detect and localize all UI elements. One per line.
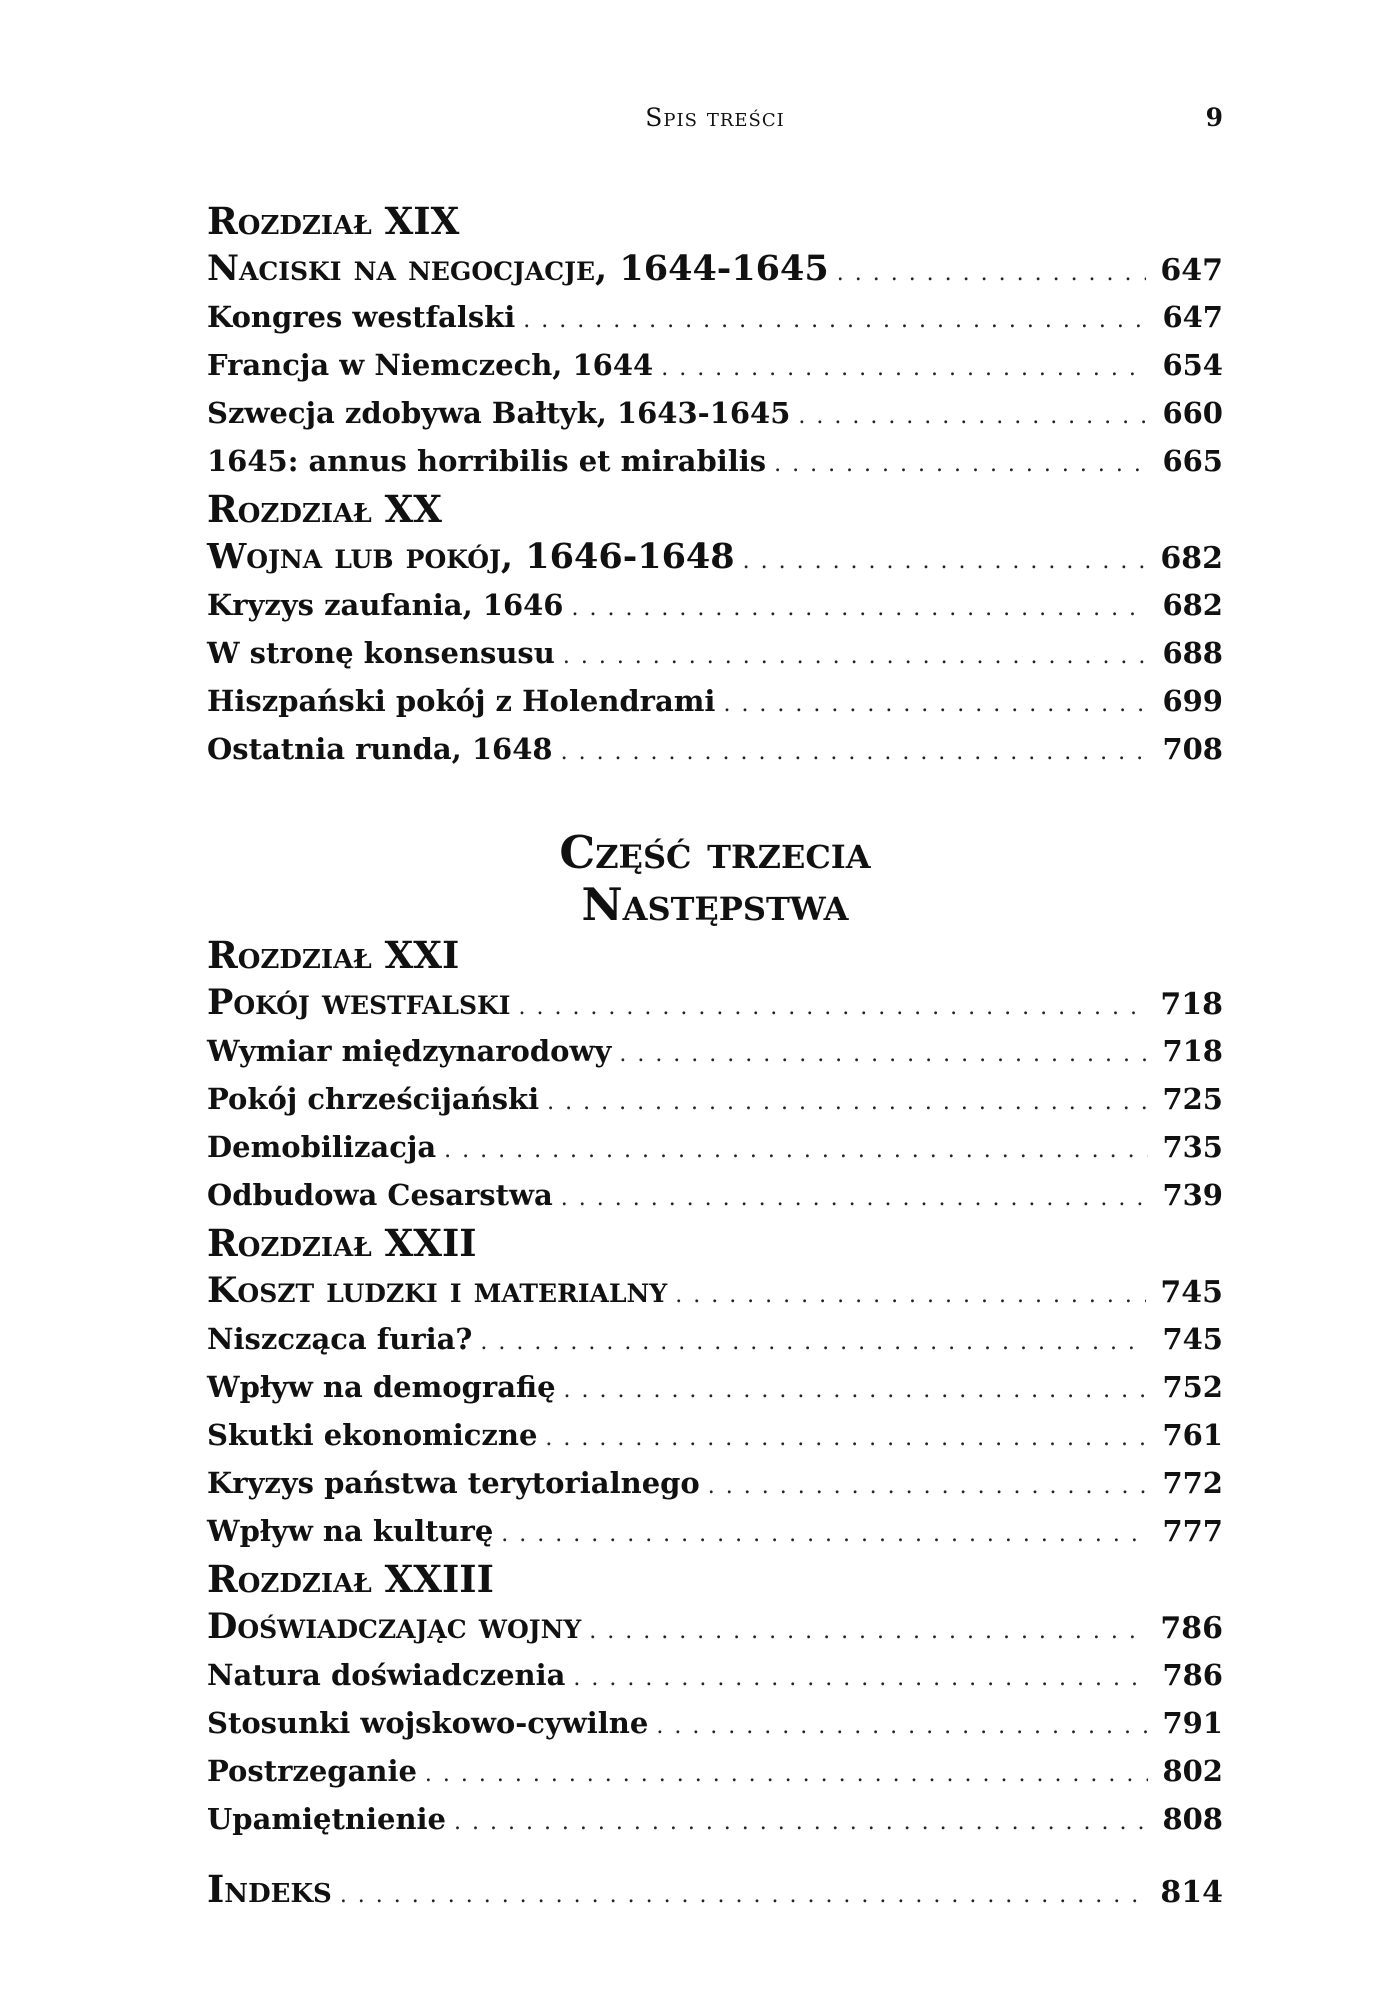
- toc-entry: [207, 389, 1223, 437]
- index-page: 814: [1160, 1875, 1223, 1910]
- entry-page: 665: [1162, 444, 1223, 478]
- spacer: [207, 773, 1223, 827]
- entry-title: Stosunki wojskowo-cywilne: [207, 1706, 649, 1740]
- entry-page: 735: [1162, 1130, 1223, 1164]
- dot-leader: [454, 1799, 1148, 1847]
- chapter-page: 682: [1160, 541, 1223, 576]
- entry-page: 708: [1162, 732, 1223, 766]
- chapter-title: Naciski na negocjacje, 1644-1645: [207, 248, 829, 289]
- entry-title: Pokój chrześcijański: [207, 1082, 540, 1116]
- running-title: Spis treści: [645, 103, 785, 132]
- toc-entry: [207, 1363, 1223, 1411]
- chapter-title-row: [207, 533, 1223, 581]
- dot-leader: [545, 1415, 1148, 1463]
- entry-title: Wpływ na kulturę: [207, 1514, 494, 1548]
- entry-title: Niszcząca furia?: [207, 1322, 473, 1356]
- entry-page: 802: [1162, 1754, 1223, 1788]
- entry-title: Odbudowa Cesarstwa: [207, 1178, 553, 1212]
- chapter-block: [207, 1219, 1223, 1555]
- table-of-contents: [207, 197, 1223, 1915]
- dot-leader: [675, 1272, 1146, 1320]
- dot-leader: [444, 1127, 1148, 1175]
- toc-entry: [207, 1123, 1223, 1171]
- entry-page: 688: [1162, 636, 1223, 670]
- entry-page: 791: [1162, 1706, 1223, 1740]
- dot-leader: [563, 633, 1149, 681]
- chapter-title-row: [207, 1603, 1223, 1651]
- entry-title: Wpływ na demografię: [207, 1370, 556, 1404]
- chapter-block: [207, 485, 1223, 773]
- dot-leader: [561, 729, 1149, 777]
- entry-title: Francja w Niemczech, 1644: [207, 348, 654, 382]
- toc-entry: [207, 1075, 1223, 1123]
- chapter-block: [207, 931, 1223, 1219]
- chapter-title: Doświadczając wojny: [207, 1606, 582, 1647]
- entry-page: 682: [1162, 588, 1223, 622]
- chapter-page: 718: [1160, 987, 1223, 1022]
- chapter-title: Pokój westfalski: [207, 982, 511, 1023]
- entry-page: 808: [1162, 1802, 1223, 1836]
- entry-page: 739: [1162, 1178, 1223, 1212]
- toc-entry: [207, 1171, 1223, 1219]
- chapter-label: Rozdział XXI: [207, 933, 460, 977]
- chapter-title-row: [207, 979, 1223, 1027]
- dot-leader: [723, 681, 1148, 729]
- chapter-title: Koszt ludzki i materialny: [207, 1270, 668, 1311]
- entry-title: Natura doświadczenia: [207, 1658, 566, 1692]
- chapter-page: 745: [1160, 1275, 1223, 1310]
- entry-page: 699: [1162, 684, 1223, 718]
- entry-page: 718: [1162, 1034, 1223, 1068]
- dot-leader: [837, 250, 1147, 298]
- entry-page: 745: [1162, 1322, 1223, 1356]
- dot-leader: [480, 1319, 1148, 1367]
- dot-leader: [425, 1751, 1149, 1799]
- entry-page: 772: [1162, 1466, 1223, 1500]
- toc-entry: [207, 1651, 1223, 1699]
- page-number: 9: [1205, 103, 1223, 132]
- toc-entry: [207, 1699, 1223, 1747]
- part-title: Część trzecia: [559, 826, 871, 879]
- dot-leader: [798, 393, 1148, 441]
- toc-entry: [207, 1027, 1223, 1075]
- dot-leader: [564, 1367, 1149, 1415]
- dot-leader: [774, 441, 1148, 489]
- dot-leader: [547, 1079, 1148, 1127]
- entry-title: Skutki ekonomiczne: [207, 1418, 538, 1452]
- entry-page: 660: [1162, 396, 1223, 430]
- dot-leader: [340, 1870, 1147, 1922]
- entry-title: Wymiar międzynarodowy: [207, 1034, 612, 1068]
- chapter-page: 786: [1160, 1611, 1223, 1646]
- chapter-title: Wojna lub pokój, 1646-1648: [207, 536, 735, 577]
- toc-entry: [207, 293, 1223, 341]
- part-subtitle: Następstwa: [581, 878, 849, 931]
- dot-leader: [571, 585, 1148, 633]
- entry-title: Kongres westfalski: [207, 300, 516, 334]
- chapter-title-row: [207, 245, 1223, 293]
- toc-entry: [207, 1411, 1223, 1459]
- chapter-label: Rozdział XXIII: [207, 1557, 494, 1601]
- dot-leader: [561, 1175, 1149, 1223]
- toc-entry: [207, 1747, 1223, 1795]
- entry-title: W stronę konsensusu: [207, 636, 555, 670]
- entry-title: Postrzeganie: [207, 1754, 417, 1788]
- chapter-block: [207, 1555, 1223, 1843]
- entry-page: 761: [1162, 1418, 1223, 1452]
- entry-title: Ostatnia runda, 1648: [207, 732, 553, 766]
- entry-title: 1645: annus horribilis et mirabilis: [207, 444, 767, 478]
- dot-leader: [523, 297, 1148, 345]
- running-head: [207, 100, 1223, 140]
- entry-title: Upamiętnienie: [207, 1802, 447, 1836]
- dot-leader: [708, 1463, 1149, 1511]
- chapter-label: Rozdział XXII: [207, 1221, 477, 1265]
- index-title: Indeks: [207, 1867, 332, 1911]
- toc-entry: [207, 1795, 1223, 1843]
- entry-title: Kryzys państwa terytorialnego: [207, 1466, 700, 1500]
- entry-page: 752: [1162, 1370, 1223, 1404]
- toc-entry: [207, 677, 1223, 725]
- dot-leader: [661, 345, 1148, 393]
- chapter-title-row: [207, 1267, 1223, 1315]
- entry-title: Kryzys zaufania, 1646: [207, 588, 564, 622]
- dot-leader: [518, 984, 1146, 1032]
- part-heading: [207, 827, 1223, 931]
- toc-entry: [207, 341, 1223, 389]
- chapter-page: 647: [1160, 253, 1223, 288]
- entry-title: Demobilizacja: [207, 1130, 437, 1164]
- toc-entry: [207, 1507, 1223, 1555]
- entry-title: Hiszpański pokój z Holendrami: [207, 684, 716, 718]
- toc-entry: [207, 581, 1223, 629]
- toc-entry: [207, 725, 1223, 773]
- entry-page: 786: [1162, 1658, 1223, 1692]
- entry-page: 725: [1162, 1082, 1223, 1116]
- entry-page: 777: [1162, 1514, 1223, 1548]
- chapter-label: Rozdział XIX: [207, 199, 460, 243]
- dot-leader: [656, 1703, 1148, 1751]
- dot-leader: [573, 1655, 1148, 1703]
- index-row: [207, 1863, 1223, 1915]
- dot-leader: [589, 1608, 1146, 1656]
- toc-entry: [207, 1459, 1223, 1507]
- toc-entry: [207, 1315, 1223, 1363]
- chapter-block: [207, 197, 1223, 485]
- toc-entry: [207, 437, 1223, 485]
- toc-entry: [207, 629, 1223, 677]
- dot-leader: [743, 538, 1147, 586]
- entry-title: Szwecja zdobywa Bałtyk, 1643-1645: [207, 396, 791, 430]
- entry-page: 654: [1162, 348, 1223, 382]
- chapter-label: Rozdział XX: [207, 487, 442, 531]
- dot-leader: [501, 1511, 1148, 1559]
- entry-page: 647: [1162, 300, 1223, 334]
- dot-leader: [619, 1031, 1148, 1079]
